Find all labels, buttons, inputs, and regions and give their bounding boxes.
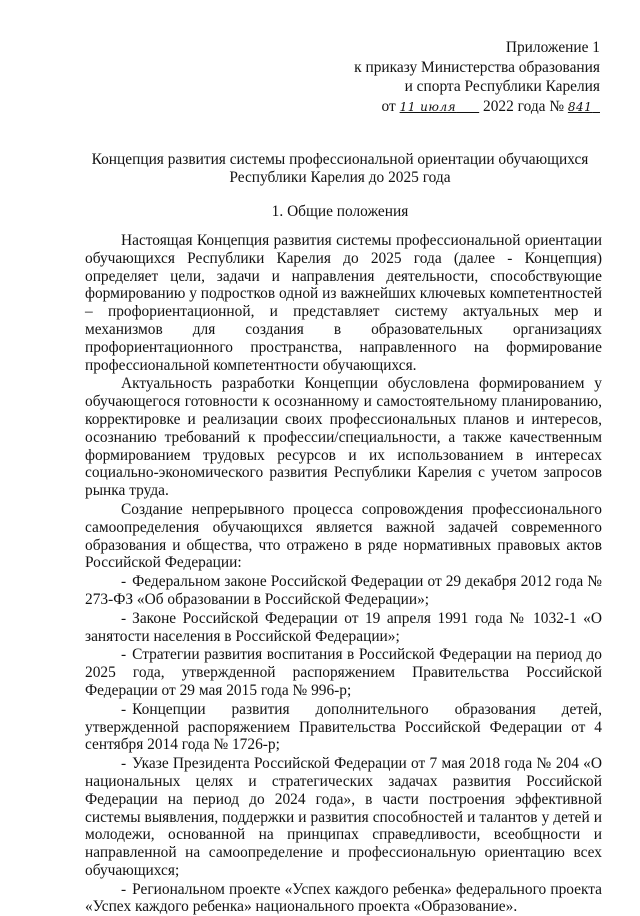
list-item: - Региональном проекте «Успех каждого ребенка» федерального проекта «Успех каждого ребенка» национального проекта «Образование».	[85, 880, 602, 916]
list-marker: -	[121, 609, 127, 627]
appendix-header	[300, 38, 600, 117]
appendix-title: Приложение 1	[505, 39, 600, 56]
list-marker: -	[121, 700, 127, 718]
date-prefix: от	[381, 97, 396, 115]
list-marker: -	[121, 573, 127, 591]
paragraph: Настоящая Концепция развития системы профессиональной ориентации обучающихся Республики Карелия до 2025 года (далее - Концепция) определяет цели, задачи и направления деятельности, способствующие формированию у подростков одной из важнейших ключевых компетентностей – профориентационной, и представляет систему актуальных мер и механизмов для создания в образовательных организациях профориентационного пространства, направленного на формирование профессиональной компетентности обучающихся.	[85, 232, 602, 374]
handwritten-number: 841	[567, 99, 593, 114]
list-marker: -	[121, 755, 127, 773]
document-body	[85, 232, 602, 916]
document-title	[60, 151, 620, 187]
list-marker: -	[121, 880, 127, 898]
appendix-order-line: к приказу Министерства образования	[354, 58, 600, 76]
title-line-2: Республики Карелия до 2025 года	[229, 169, 451, 186]
paragraph: Актуальность разработки Концепции обусловлена формированием у обучающегося готовности к осознанному и самостоятельному планированию, корректировке и реализации своих профессиональных планов и интересов, осознанию требований к профессии/специальности, а также качественным формированием трудовых ресурсов и их использованием в интересах социально-экономического развития Республики Карелия с учетом запросов рынка труда.	[85, 375, 602, 500]
section-heading: 1. Общие положения	[271, 203, 409, 220]
appendix-ministry-line: и спорта Республики Карелия	[404, 78, 600, 95]
list-marker: -	[121, 646, 127, 664]
appendix-date-line	[300, 97, 600, 118]
list-item: - Стратегии развития воспитания в Российской Федерации на период до 2025 года, утвержденной распоряжением Правительства Российской Федерации от 29 мая 2015 года № 996-р;	[85, 646, 602, 699]
date-suffix: 2022 года №	[483, 97, 565, 115]
list-item: - Законе Российской Федерации от 19 апреля 1991 года № 1032-1 «О занятости населения в Российской Федерации»;	[85, 609, 602, 645]
title-line-1: Концепция развития системы профессиональной ориентации обучающихся	[91, 151, 589, 168]
paragraph: Создание непрерывного процесса сопровождения профессионального самоопределения обучающихся является важной задачей современного образования и общества, что отражено в ряде нормативных правовых актов Российской Федерации:	[85, 500, 602, 572]
list-item: - Концепции развития дополнительного образования детей, утвержденной распоряжением Правительства Российской Федерации от 4 сентября 2014 года № 1726-р;	[85, 700, 602, 754]
list-item: - Федеральном законе Российской Федерации от 29 декабря 2012 года № 273-ФЗ «Об образовании в Российской Федерации»;	[85, 573, 602, 608]
list-item: - Указе Президента Российской Федерации от 7 мая 2018 года № 204 «О национальных целях и стратегических задачах развития Российской Федерации на период до 2024 года», в части построения эффективной системы выявления, поддержки и развития способностей и талантов у детей и молодежи, основанной на принципах справедливости, всеобщности и направленной на самоопределение и профессиональную ориентацию всех обучающихся;	[85, 755, 602, 879]
handwritten-date: 11 июля	[399, 99, 457, 114]
